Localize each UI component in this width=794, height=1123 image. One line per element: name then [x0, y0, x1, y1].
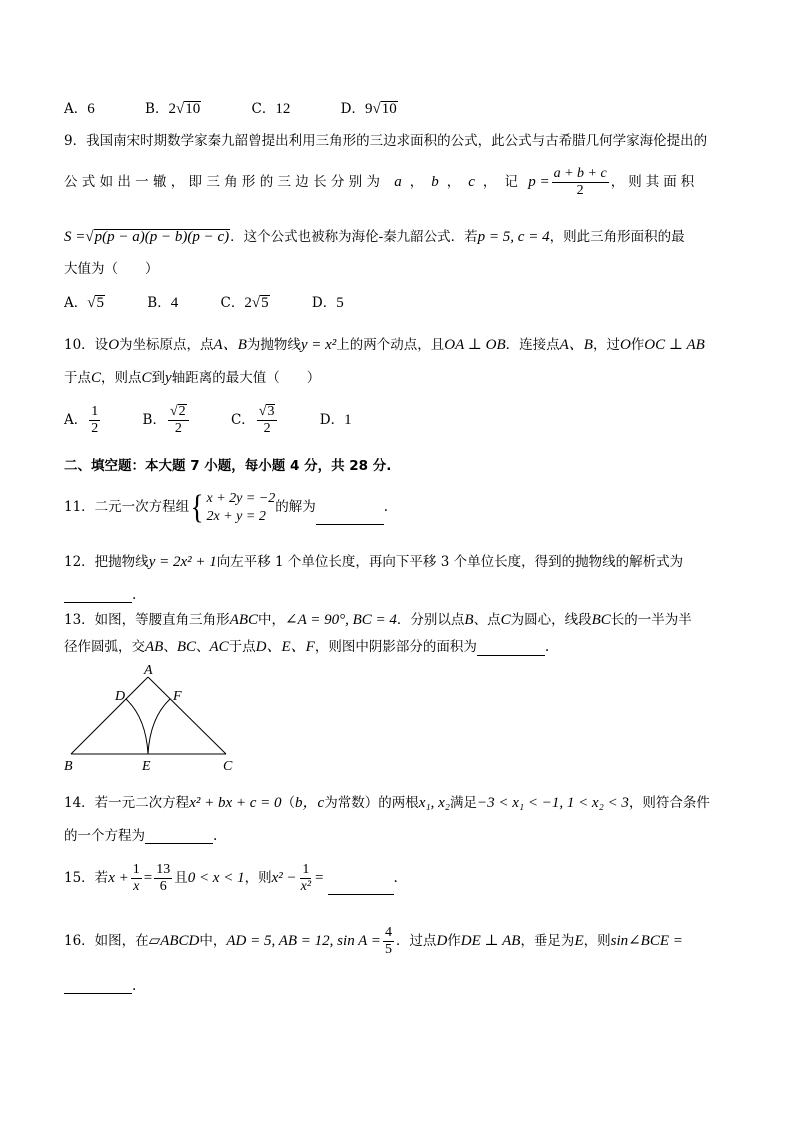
label-c: C [223, 759, 233, 774]
option-letter: A． [64, 295, 88, 311]
parabola-expr: y = 2x² + 1 [148, 554, 217, 570]
points-ab: A、B [559, 337, 593, 353]
q16-text: ，垂足为 [520, 933, 575, 950]
label-e: E [142, 759, 151, 774]
option-letter: B． [142, 412, 166, 429]
fraction-denominator: x² [300, 879, 312, 895]
q14-text: 的一个方程为 [64, 828, 145, 844]
option-letter: D． [311, 295, 337, 311]
q13-text: 中， [258, 612, 286, 628]
point-b: B [464, 612, 474, 628]
q9-line-3: S =√p(p − a)(p − b)(p − c)．这个公式也被称为海伦-秦九韶公式．若p = 5, c = 4，则此三角形面积的最 [64, 229, 685, 245]
q13-text: 为圆心，线段 [510, 612, 592, 628]
option-value: 12 [275, 101, 291, 117]
arcs [126, 699, 170, 754]
q13-text: 、点 [473, 612, 501, 628]
period: . [393, 870, 398, 887]
fraction-denominator: x [133, 879, 140, 895]
q9-line-1: 9．我国南宋时期数学家秦九韶曾提出利用三角形的三边求面积的公式，此公式与古希腊几何学家海伦提出的 [64, 133, 708, 149]
equals: = [315, 870, 324, 887]
q9-text: ．这个公式也被称为海伦-秦九韶公式．若 [230, 229, 478, 245]
option-letter: A． [64, 412, 88, 429]
label-a: A [144, 663, 153, 678]
point-c: C [500, 612, 511, 628]
q10-text: 轴距离的最大值（ ） [171, 370, 321, 386]
q11-text: 11．二元一次方程组 [64, 499, 190, 515]
option-coefficient: 2 [168, 101, 176, 117]
side-ac [148, 677, 226, 754]
p-fraction [552, 166, 609, 199]
q9-option-c: C．2√5 [220, 295, 269, 311]
fraction-denominator: 2 [174, 421, 182, 437]
q9-text: ，则其面积 [610, 174, 699, 191]
segment-bc: BC [591, 612, 611, 628]
fraction-denominator: 5 [384, 942, 392, 958]
fraction-numerator: 1 [131, 862, 142, 879]
var-a: a [394, 174, 402, 191]
q12-text: 向左平移 1 个单位长度，再向下平移 3 个单位长度，得到的抛物线的解析式为 [216, 554, 684, 570]
q10-text: 上的两个动点，且 [336, 337, 445, 353]
q10-text: 为抛物线 [246, 337, 301, 353]
q10-text: ，则点 [101, 370, 142, 386]
option-letter: B． [147, 295, 171, 311]
perp-de-ab: DE ⊥ AB [460, 933, 521, 950]
s-equals: S = [64, 229, 86, 245]
fraction-denominator: 2 [91, 421, 99, 437]
q8-option-a [64, 100, 95, 118]
q14-text: 满足 [449, 795, 477, 811]
roots: x₁, x₂ [418, 795, 450, 811]
q13-text: ，则图中阴影部分的面积为 [314, 639, 477, 655]
q16-text: ．过点 [395, 933, 437, 950]
option-coefficient: 9 [364, 101, 373, 117]
comma: ， [409, 174, 424, 191]
q8-options [64, 100, 398, 118]
q14-line-1 [64, 794, 710, 812]
q13-text: 13．如图，等腰直角三角形 [64, 612, 230, 628]
equals: = [143, 870, 153, 887]
q16-line-1 [64, 925, 683, 958]
var-y: y [165, 370, 172, 386]
q15-text: 15．若 [64, 870, 109, 887]
q10-text: 到 [151, 370, 166, 386]
triangle-abc-shape [71, 677, 226, 754]
option-radicand: 10 [381, 101, 397, 117]
separator: 、 [196, 639, 210, 655]
q10-text: ．连接点 [505, 337, 560, 353]
q13-text: 长的一半为半 [610, 612, 692, 628]
option-letter: C． [251, 101, 276, 117]
target-expr: sin∠BCE = [610, 933, 683, 950]
q10-text: 为坐标原点，点 [119, 337, 214, 353]
point-o: O [108, 337, 120, 353]
segment-ab: AB [145, 639, 164, 655]
option-value: 4 [170, 295, 179, 311]
fraction-numerator: 1 [300, 862, 311, 879]
fraction-numerator: a + b + c [552, 166, 609, 183]
q13-text: ．分别以点 [396, 612, 465, 628]
points-def: D、E、F [255, 639, 315, 655]
section-title: 二、填空题：本大题 7 小题，每小题 4 分，共 28 分. [64, 458, 392, 474]
point-d: D [436, 933, 448, 950]
q9-option-b [147, 294, 178, 312]
fraction-denominator: 2 [576, 183, 584, 199]
roots-condition: −3 < x₁ < −1, 1 < x₂ < 3 [476, 795, 629, 811]
q15-line [64, 862, 398, 895]
q10-text: 10．设 [64, 337, 109, 353]
q16-text: 中， [199, 933, 227, 950]
period: . [544, 639, 550, 655]
period: . [383, 499, 389, 515]
q12-line-1 [64, 553, 683, 571]
q9-line-2 [64, 166, 698, 199]
points-ab: A、B [213, 337, 247, 353]
q16-condition: AD = 5, AB = 12, sin A = [226, 933, 381, 950]
q9-condition: p = 5, c = 4 [477, 229, 550, 245]
p-equals: p = [528, 174, 550, 191]
label-b: B [64, 759, 73, 774]
q10-option-b: B． $\frac{√2}{2}$ [143, 404, 191, 437]
x-plus: x + [108, 870, 129, 887]
label-f: F [173, 689, 182, 704]
fraction-denominator: 2 [263, 421, 271, 437]
q11-text: 的解为 [275, 499, 316, 515]
q9-text: ，则此三角形面积的最 [549, 229, 685, 245]
fraction-numerator: 1 [89, 404, 100, 421]
perp-oc-ab: OC ⊥ AB [644, 337, 705, 353]
option-radicand: 5 [96, 295, 104, 311]
option-letter: C． [230, 412, 255, 429]
option-letter: A． [64, 101, 88, 117]
q10-text: ，过 [592, 337, 620, 353]
side-ab [71, 677, 148, 754]
answer-blank[interactable] [477, 639, 545, 656]
q13-condition: ∠A = 90°, BC = 4 [285, 612, 397, 628]
point-c: C [91, 370, 102, 386]
option-letter: D． [319, 412, 345, 429]
fraction-numerator-radicand: 2 [178, 404, 186, 419]
segment-bc: BC [176, 639, 196, 655]
q13-text: 径作圆弧，交 [64, 639, 145, 655]
q13-line-2 [64, 638, 549, 656]
period: . [132, 978, 137, 994]
equation-system: { x + 2y = −2 2x + y = 2 [190, 488, 276, 526]
option-letter: D． [340, 101, 365, 117]
x-range: 0 < x < 1 [187, 870, 245, 887]
q12-line-2 [64, 586, 136, 603]
point-c: C [141, 370, 152, 386]
fraction-numerator-radicand: 3 [267, 404, 275, 419]
answer-blank[interactable] [316, 508, 384, 525]
q13-line-1 [64, 611, 692, 629]
q9-line-4: 大值为（ ） [64, 261, 159, 277]
option-radicand: 5 [261, 295, 269, 311]
equation-2: 2x + y = 2 [206, 508, 266, 524]
point-e: E [574, 933, 584, 950]
var-b: b [431, 174, 439, 191]
arc-from-c [148, 699, 170, 754]
fraction-numerator: 13 [154, 862, 172, 879]
triangle-abc: ABC [229, 612, 259, 628]
answer-blank[interactable] [64, 977, 132, 994]
q13-text: 于点 [228, 639, 256, 655]
q14-line-2 [64, 827, 217, 844]
period: . [213, 828, 218, 844]
comma: ， [446, 174, 461, 191]
q10-options [64, 404, 352, 437]
q11-line [64, 490, 388, 525]
equation-1: x + 2y = −2 [206, 491, 276, 506]
separator: 、 [163, 639, 177, 655]
point-o: O [619, 337, 631, 353]
q14-text: （ [281, 795, 296, 811]
parabola-eq: y = x² [300, 337, 337, 353]
q14-text: ，则符合条件 [628, 795, 710, 811]
q16-text: 作 [447, 933, 461, 950]
q10-text: 于点 [64, 370, 91, 386]
q14-text: 14．若一元二次方程 [64, 795, 190, 811]
q13-figure [60, 662, 245, 777]
option-value: 5 [336, 295, 344, 311]
q15-text: 且 [174, 870, 188, 887]
option-value: 1 [344, 412, 352, 429]
segment-ac: AC [209, 639, 229, 655]
fraction-denominator: 6 [159, 879, 167, 895]
q10-text: 作 [630, 337, 645, 353]
heron-radicand: p(p − a)(p − b)(p − c) [94, 229, 230, 245]
quadratic-eq: x² + bx + c = 0 [189, 795, 282, 811]
option-radicand: 10 [185, 101, 201, 117]
option-value: 6 [87, 101, 95, 117]
q8-option-d: D．9√10 [340, 101, 397, 117]
q8-option-b: B．2√10 [145, 101, 201, 117]
q16-text: ，则 [583, 933, 611, 950]
arc-from-b [126, 699, 148, 754]
q9-option-d [312, 294, 344, 312]
period: . [132, 587, 137, 603]
parallelogram: ▱ABCD [148, 933, 200, 950]
option-coefficient: 2 [244, 295, 252, 311]
q9-text: 记 [504, 174, 518, 191]
var-c: c [468, 174, 475, 191]
q8-option-c [252, 100, 291, 118]
answer-blank[interactable] [145, 827, 213, 844]
q10-line-2 [64, 369, 320, 387]
q9-options [64, 294, 344, 312]
label-d: D [115, 689, 126, 704]
q10-option-d [320, 411, 352, 429]
q15-text: ，则 [244, 870, 272, 887]
q16-line-2 [64, 977, 136, 994]
answer-blank[interactable] [64, 586, 132, 603]
comma: ， [482, 174, 497, 191]
answer-blank[interactable] [328, 878, 394, 895]
option-letter: C． [220, 295, 245, 311]
q12-text: 12．把抛物线 [64, 554, 149, 570]
q9-option-a: A．√5 [64, 295, 104, 311]
option-letter: B． [145, 101, 169, 117]
vars-bc: b，c [295, 795, 325, 811]
q10-option-c: C． $\frac{√3}{2}$ [231, 404, 280, 437]
perp-oa-ob: OA ⊥ OB [444, 337, 506, 353]
fraction-numerator: 4 [383, 925, 394, 942]
x2-minus: x² − [271, 870, 297, 887]
q16-text: 16．如图，在 [64, 933, 149, 950]
q10-line-1 [64, 336, 705, 354]
q10-option-a [64, 404, 102, 437]
q14-text: 为常数）的两根 [324, 795, 419, 811]
q9-text: 公 式 如 出 一 辙 ， 即 三 角 形 的 三 边 长 分 别 为 [64, 174, 380, 191]
